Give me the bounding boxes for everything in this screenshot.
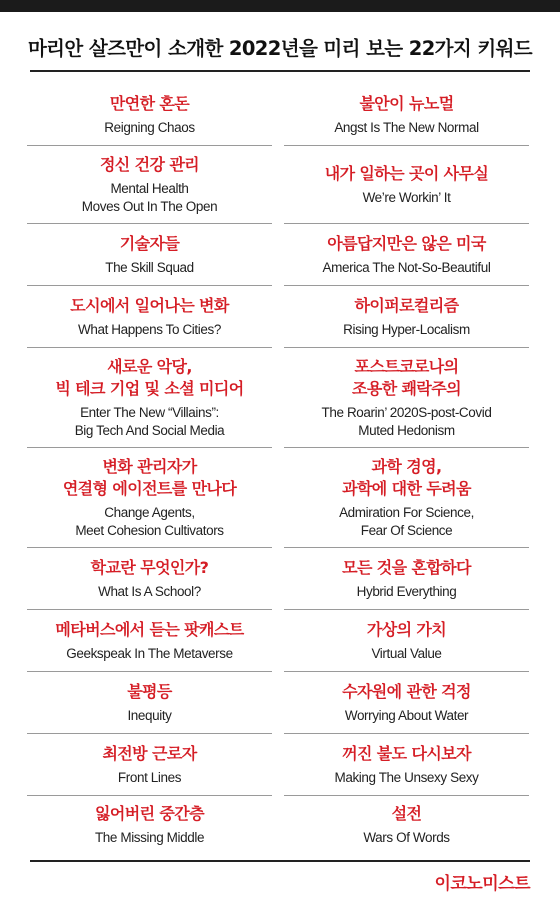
- keyword-english: Virtual Value: [371, 645, 442, 661]
- keyword-english: Geekspeak In The Metaverse: [66, 645, 233, 661]
- keyword-english: Mental Health Moves Out In The Open: [81, 181, 218, 214]
- keyword-english: The Skill Squad: [105, 259, 194, 275]
- keyword-korean: 정신 건강 관리: [99, 155, 200, 174]
- keyword-korean: 하이퍼로컬리즘: [354, 295, 459, 315]
- keyword-korean: 포스트코로나의 조용한 쾌락주의: [352, 357, 461, 398]
- keyword-item: [284, 84, 529, 146]
- keyword-korean: 잃어버린 중간층: [95, 804, 204, 824]
- keyword-item: [284, 548, 529, 610]
- keyword-english: Front Lines: [117, 769, 182, 785]
- keyword-english: Angst Is The New Normal: [334, 119, 479, 135]
- keyword-row: [27, 448, 529, 548]
- keyword-korean: 모든 것을 혼합하다: [342, 557, 471, 577]
- keyword-english: Admiration For Science, Fear Of Science: [339, 505, 474, 538]
- keyword-english: America The Not-So-Beautiful: [322, 259, 491, 275]
- keyword-item: [27, 672, 272, 734]
- keyword-english: Hybrid Everything: [356, 583, 457, 599]
- bottom-rule: [30, 860, 530, 862]
- keyword-korean: 아름답지만은 않은 미국: [327, 233, 486, 253]
- keyword-korean: 과학 경영, 과학에 대한 두려움: [342, 457, 471, 498]
- keyword-korean: 기술자들: [119, 233, 180, 253]
- keyword-korean: 학교란 무엇인가?: [90, 557, 209, 577]
- page-title: 마리안 살즈만이 소개한 2022년을 미리 보는 22가지 키워드: [27, 37, 533, 60]
- keyword-row: [27, 796, 529, 854]
- keyword-row: [27, 84, 529, 146]
- keyword-item: [284, 448, 529, 548]
- keyword-korean: 설전: [391, 804, 422, 824]
- keyword-item: [284, 224, 529, 286]
- keyword-grid: [27, 84, 529, 854]
- keyword-english: Worrying About Water: [344, 707, 469, 723]
- keyword-english: What Happens To Cities?: [78, 321, 221, 337]
- keyword-korean: 내가 일하는 곳이 사무실: [324, 163, 489, 183]
- keyword-english: What Is A School?: [98, 583, 201, 599]
- keyword-row: [27, 224, 529, 286]
- keyword-item: [27, 796, 272, 854]
- keyword-row: [27, 672, 529, 734]
- keyword-english: Making The Unsexy Sexy: [334, 769, 479, 785]
- keyword-item: [284, 286, 529, 348]
- keyword-korean: 꺼진 불도 다시보자: [342, 743, 471, 763]
- keyword-korean: 만연한 혼돈: [109, 93, 190, 113]
- keyword-row: [27, 734, 529, 796]
- economist-logo: 이코노미스트: [434, 874, 530, 894]
- keyword-korean: 불평등: [127, 681, 172, 701]
- keyword-item: [27, 286, 272, 348]
- keyword-row: [27, 548, 529, 610]
- keyword-english: Enter The New “Villains”: Big Tech And Social Media: [74, 405, 225, 438]
- keyword-english: Reigning Chaos: [104, 119, 195, 135]
- keyword-korean: 최전방 근로자: [102, 743, 197, 763]
- keyword-item: [284, 796, 529, 854]
- title-rule: [30, 70, 530, 72]
- keyword-english: Rising Hyper-Localism: [343, 321, 470, 337]
- keyword-item: [284, 734, 529, 796]
- keyword-english: Inequity: [127, 707, 172, 723]
- keyword-item: [284, 348, 529, 448]
- keyword-english: The Roarin’ 2020S-post-Covid Muted Hedonism: [321, 405, 492, 438]
- keyword-item: [27, 84, 272, 146]
- keyword-korean: 메타버스에서 듣는 팟캐스트: [55, 619, 244, 639]
- keyword-row: [27, 146, 529, 224]
- keyword-english: The Missing Middle: [94, 830, 205, 846]
- keyword-item: [27, 448, 272, 548]
- keyword-korean: 불안이 뉴노멀: [359, 93, 454, 113]
- keyword-item: [284, 146, 529, 224]
- keyword-item: [284, 610, 529, 672]
- keyword-korean: 수자원에 관한 걱정: [342, 681, 471, 701]
- keyword-row: [27, 286, 529, 348]
- keyword-korean: 변화 관리자가 연결형 에이전트를 만나다: [62, 457, 237, 498]
- keyword-english: We’re Workin’ It: [362, 189, 451, 205]
- keyword-item: [27, 146, 272, 224]
- keyword-item: [27, 348, 272, 448]
- keyword-item: [27, 734, 272, 796]
- keyword-item: [284, 672, 529, 734]
- keyword-item: [27, 224, 272, 286]
- top-bar: [0, 0, 560, 12]
- keyword-korean: 새로운 악당, 빅 테크 기업 및 소셜 미디어: [55, 357, 244, 398]
- keyword-korean: 도시에서 일어나는 변화: [70, 295, 229, 315]
- keyword-item: [27, 610, 272, 672]
- keyword-korean: 가상의 가치: [366, 619, 447, 639]
- keyword-row: [27, 348, 529, 448]
- keyword-row: [27, 610, 529, 672]
- keyword-english: Change Agents, Meet Cohesion Cultivators: [75, 505, 224, 538]
- keyword-item: [27, 548, 272, 610]
- keyword-english: Wars Of Words: [363, 830, 450, 846]
